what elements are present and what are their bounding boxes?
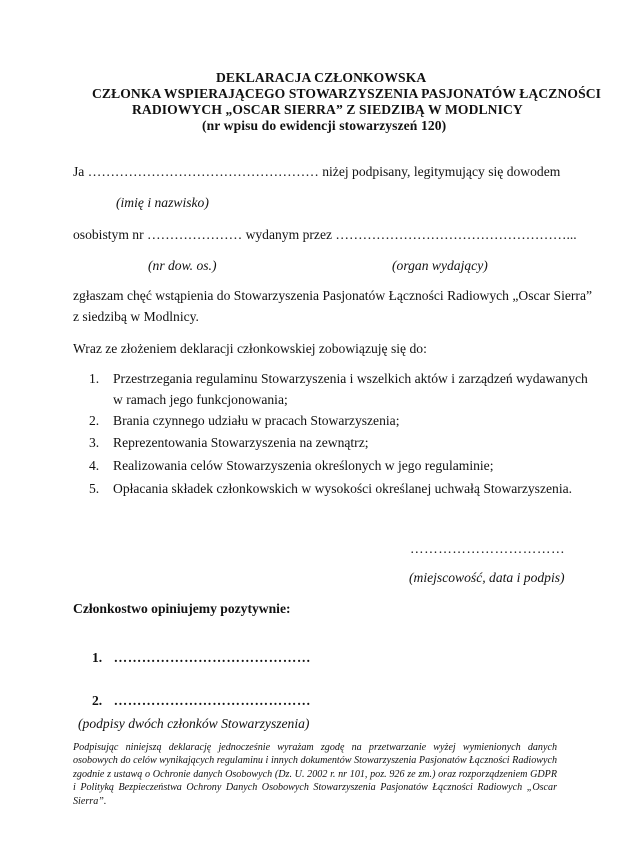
approval-title: Członkostwo opiniujemy pozytywnie: [73, 601, 291, 616]
approver-1-number: 1. [92, 650, 103, 665]
declaration-name-line: Ja …………………………………………… niżej podpisany, legitymujący się dowodem [73, 164, 561, 179]
applicant-signature-line: …………………………… [410, 541, 566, 556]
list-item-continuation: w ramach jego funkcjonowania; [113, 392, 288, 407]
gdpr-consent-text: Podpisując niniejszą deklarację jednocześnie wyrażam zgodę na przetwarzanie wyżej wymienionych danych osobowych do celów wynikających regulaminu i innych dokumentów Stowarzyszenia Pasjonatów Łączności Radiowych zgodnie z ustawą o Ochronie danych Osobowych (Dz. U. 2002 r. nr 101, poz. 926 ze zm.) oraz rozporządzeniem GDPR i Polityką Bezpieczeństwa Ochrony Danych Osobowych Stowarzyszenia Pasjonatów Łączności Radiowych „Oscar Sierra”. [73, 742, 557, 807]
approver-signature-2 [92, 693, 311, 709]
list-item-text: Brania czynnego udziału w pracach Stowarzyszenia; [113, 413, 400, 428]
list-item [89, 371, 588, 387]
issuer-hint: (organ wydający) [392, 258, 488, 273]
approver-2-number: 2. [92, 693, 103, 708]
list-item-text: Przestrzegania regulaminu Stowarzyszenia i wszelkich aktów i zarządzeń wydawanych [113, 371, 588, 386]
approver-signature-1 [92, 650, 311, 666]
declaration-statement: zgłaszam chęć wstąpienia do Stowarzyszenia Pasjonatów Łączności Radiowych „Oscar Sierra” [73, 288, 593, 303]
list-item-number: 4. [89, 458, 100, 473]
commitment-intro: Wraz ze złożeniem deklaracji członkowskiej zobowiązuję się do: [73, 341, 427, 356]
gdpr-consent-footer [73, 741, 557, 808]
doc-number-hint: (nr dow. os.) [148, 258, 217, 273]
list-item [89, 481, 572, 497]
approver-2-line: …………………………………… [113, 693, 311, 708]
header-line-1: DEKLARACJA CZŁONKOWSKA [216, 70, 427, 85]
header-line-3: RADIOWYCH „OSCAR SIERRA” Z SIEDZIBĄ W MODLNICY [132, 102, 523, 117]
declaration-id-line: osobistym nr ………………… wydanym przez ……………………………………………... [73, 227, 577, 242]
list-item [89, 413, 399, 429]
name-hint: (imię i nazwisko) [116, 195, 209, 210]
list-item-number: 2. [89, 413, 100, 428]
applicant-signature-hint: (miejscowość, data i podpis) [409, 570, 565, 585]
list-item [89, 435, 369, 451]
approver-1-line: …………………………………… [113, 650, 311, 665]
list-item [89, 458, 494, 474]
header-line-4: (nr wpisu do ewidencji stowarzyszeń 120) [202, 118, 447, 133]
list-item-text: Reprezentowania Stowarzyszenia na zewnątrz; [113, 435, 369, 450]
header-line-2: CZŁONKA WSPIERAJĄCEGO STOWARZYSZENIA PASJONATÓW ŁĄCZNOŚCI [92, 86, 602, 101]
declaration-statement-cont: z siedzibą w Modlnicy. [73, 309, 199, 324]
approvers-hint: (podpisy dwóch członków Stowarzyszenia) [78, 716, 310, 731]
list-item-text: Opłacania składek członkowskich w wysokości określanej uchwałą Stowarzyszenia. [113, 481, 573, 496]
list-item-number: 3. [89, 435, 100, 450]
list-item-text: Realizowania celów Stowarzyszenia określonych w jego regulaminie; [113, 458, 494, 473]
list-item-number: 5. [89, 481, 100, 496]
list-item-number: 1. [89, 371, 100, 386]
